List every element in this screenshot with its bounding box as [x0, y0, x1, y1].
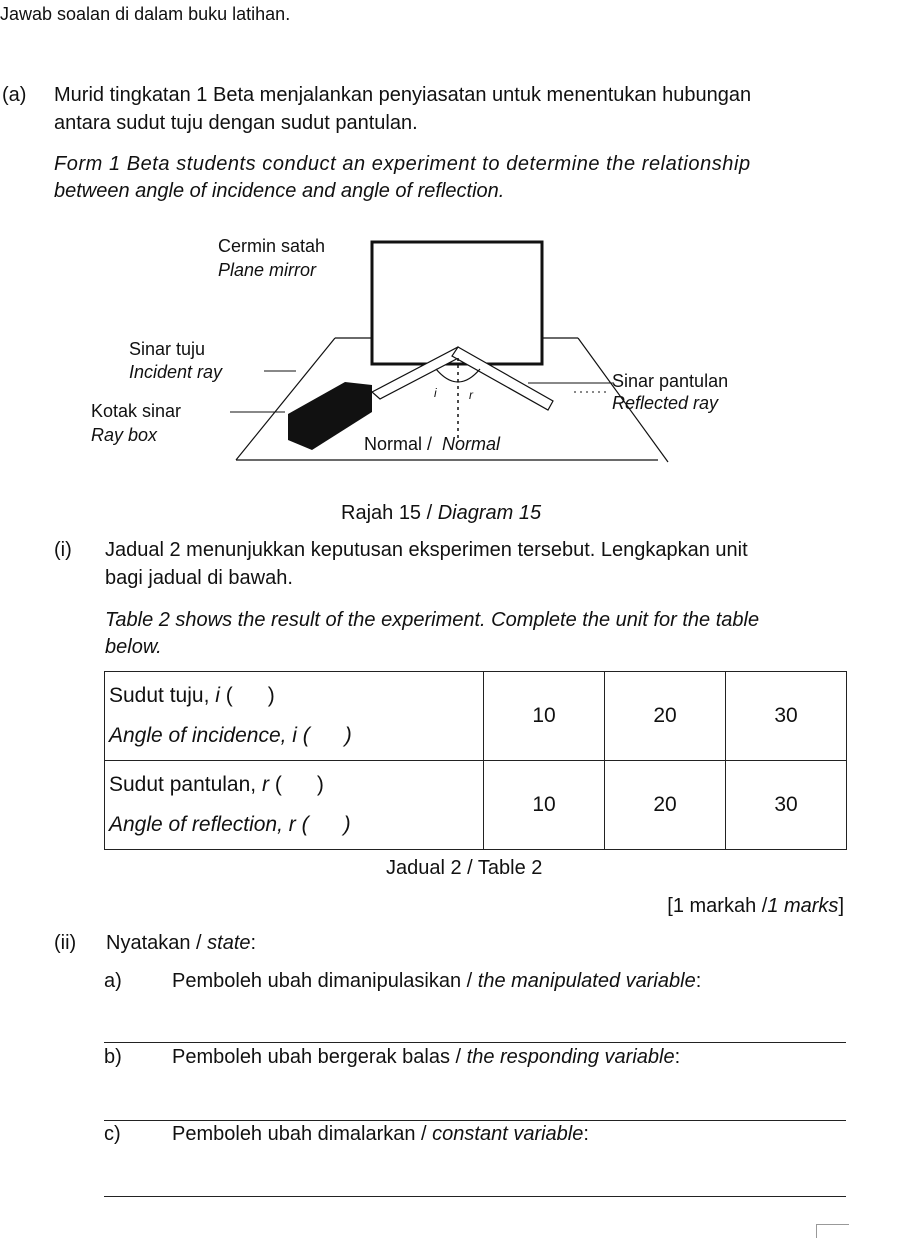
item-b-colon: :: [674, 1046, 681, 1068]
item-a-letter: a): [104, 970, 122, 992]
part-ii-state: [106, 932, 256, 955]
row2-en[interactable]: Angle of reflection, r ( ): [109, 813, 351, 836]
item-a-en: the manipulated variable: [477, 970, 696, 992]
row2-value-3: 30: [726, 761, 847, 850]
question-malay-line2: antara sudut tuju dengan sudut pantulan.: [54, 112, 418, 134]
state-ms: Nyatakan /: [106, 932, 202, 954]
part-i-label: (i): [54, 539, 72, 561]
state-colon: :: [250, 932, 257, 954]
item-a-colon: :: [695, 970, 702, 992]
part-i-english-line2: below.: [105, 636, 162, 658]
question-label: (a): [2, 84, 27, 106]
label-normal-en: Normal: [442, 434, 501, 454]
item-c-colon: :: [583, 1123, 589, 1145]
label-reflected-ms: Sinar pantulan: [612, 371, 729, 391]
part-i-english-line1: Table 2 shows the result of the experiment. Complete the unit for the table: [105, 609, 760, 631]
marks-prefix: [1 markah /: [667, 895, 768, 917]
label-angle-r: r: [469, 388, 473, 402]
table-row: [105, 761, 847, 850]
row2-value-2: 20: [605, 761, 726, 850]
label-incident-en: Incident ray: [129, 362, 223, 382]
row-label-reflection: [105, 761, 484, 850]
answer-line-a[interactable]: [104, 1042, 846, 1043]
item-b-letter: b): [104, 1046, 122, 1068]
question-malay-line1: Murid tingkatan 1 Beta menjalankan penyiasatan untuk menentukan hubungan: [54, 84, 752, 106]
label-incident-ms: Sinar tuju: [129, 339, 206, 359]
row1-value-2: 20: [605, 672, 726, 761]
label-raybox-ms: Kotak sinar: [91, 401, 182, 421]
question-english-line1: Form 1 Beta students conduct an experiment to determine the relationship: [54, 153, 751, 175]
table-caption: Jadual 2 / Table 2: [386, 857, 543, 879]
label-normal-ms: Normal /: [364, 434, 433, 454]
answer-line-b[interactable]: [104, 1120, 846, 1121]
marks-label: [667, 895, 844, 918]
item-b-text: [172, 1046, 680, 1069]
label-reflected-en: Reflected ray: [612, 393, 719, 413]
item-c-ms: Pemboleh ubah dimalarkan /: [172, 1123, 427, 1145]
row1-ms-var: i: [215, 684, 220, 707]
results-table: [104, 671, 847, 850]
row2-ms-var: r: [261, 773, 269, 796]
ray-box: [288, 382, 372, 450]
instruction-text: Jawab soalan di dalam buku latihan.: [0, 4, 291, 24]
marks-italic: 1 marks: [767, 895, 839, 917]
item-a-ms: Pemboleh ubah dimanipulasikan /: [172, 970, 473, 992]
label-angle-i: i: [434, 386, 437, 400]
label-mirror-en: Plane mirror: [218, 260, 317, 280]
diagram-caption-ms: Rajah 15 /: [341, 502, 433, 524]
row1-ms-prefix: Sudut tuju,: [109, 684, 210, 707]
label-mirror-ms: Cermin satah: [218, 236, 326, 256]
marks-suffix: ]: [838, 895, 844, 917]
row-label-incidence: [105, 672, 484, 761]
diagram-caption: [341, 502, 541, 525]
question-english-line2: between angle of incidence and angle of reflection.: [54, 180, 505, 202]
item-b-en: the responding variable: [466, 1046, 675, 1068]
corner-box: [816, 1224, 849, 1238]
item-c-en: constant variable: [432, 1123, 584, 1145]
table-row: [105, 672, 847, 761]
part-i-malay-line2: bagi jadual di bawah.: [105, 567, 293, 589]
plane-mirror: [372, 242, 542, 364]
part-i-malay-line1: Jadual 2 menunjukkan keputusan eksperimen tersebut. Lengkapkan unit: [105, 539, 748, 561]
row2-value-1: 10: [484, 761, 605, 850]
part-ii-label: (ii): [54, 932, 77, 954]
row1-value-3: 30: [726, 672, 847, 761]
row1-value-1: 10: [484, 672, 605, 761]
item-a-text: [172, 970, 701, 993]
item-c-text: [172, 1123, 589, 1146]
diagram-caption-en: Diagram 15: [437, 502, 542, 524]
state-en: state: [207, 932, 251, 954]
row2-ms-prefix: Sudut pantulan,: [109, 773, 257, 796]
label-raybox-en: Ray box: [91, 425, 158, 445]
row1-en[interactable]: Angle of incidence, i ( ): [109, 724, 352, 747]
item-b-ms: Pemboleh ubah bergerak balas /: [172, 1046, 462, 1068]
row2-ms-unit-blank[interactable]: ( ): [274, 773, 324, 796]
answer-line-c[interactable]: [104, 1196, 846, 1197]
item-c-letter: c): [104, 1123, 121, 1145]
row1-ms-unit-blank[interactable]: ( ): [225, 684, 275, 707]
